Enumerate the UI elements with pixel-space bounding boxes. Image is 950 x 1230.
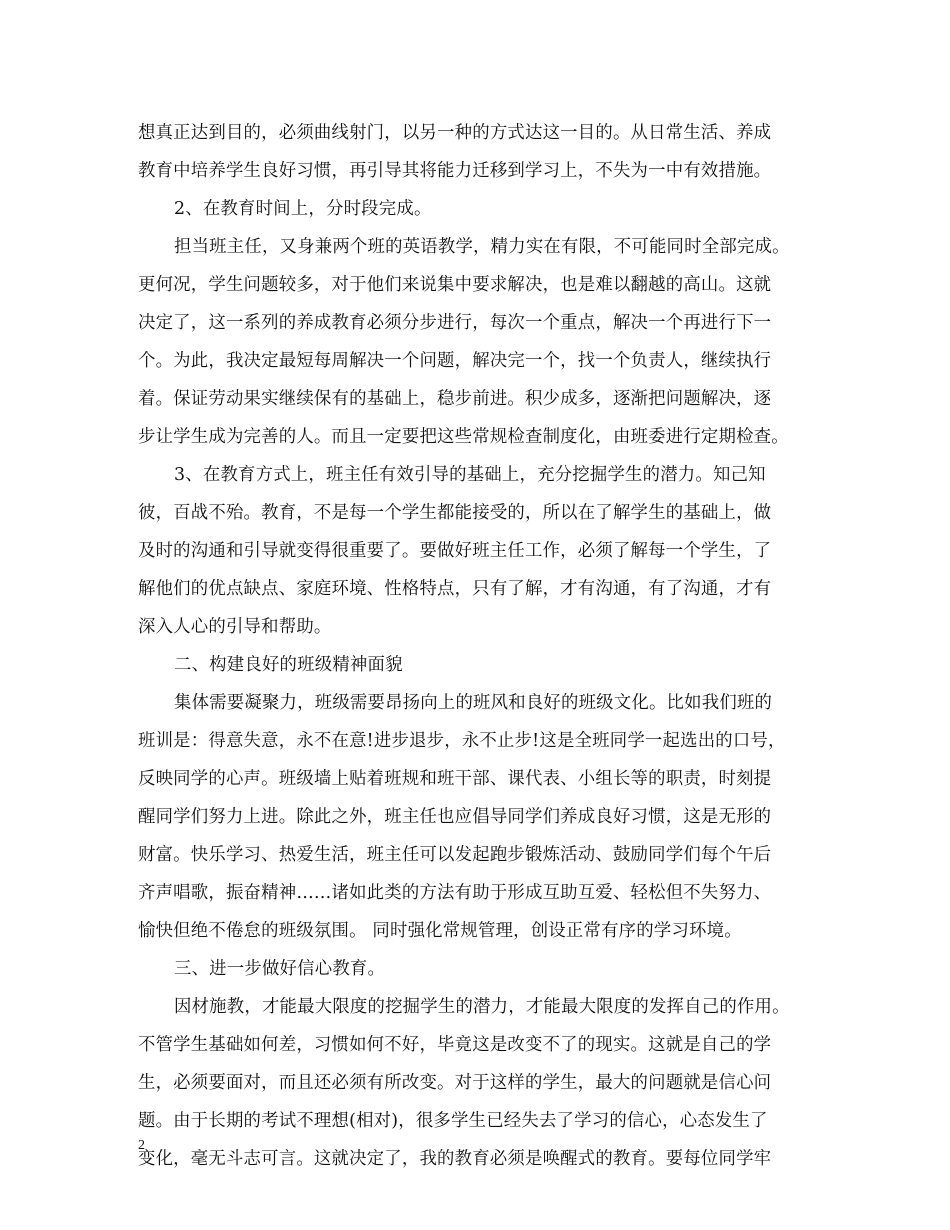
text-line: 深入人心的引导和帮助。 [138, 617, 332, 637]
text-line: 担当班主任，又身兼两个班的英语教学，精力实在有限，不可能同时全部完成。 [174, 237, 790, 257]
text-line: 着。保证劳动果实继续保有的基础上，稳步前进。积少成多，逐渐把问题解决，逐 [138, 389, 772, 409]
body-text [138, 114, 818, 1178]
text-line: 因材施教，才能最大限度的挖掘学生的潜力，才能最大限度的发挥自己的作用。 [174, 997, 790, 1017]
text-line: 决定了，这一系列的养成教育必须分步进行，每次一个重点，解决一个再进行下一 [138, 313, 772, 333]
text-line: 变化，毫无斗志可言。这就决定了，我的教育必须是唤醒式的教育。要每位同学牢 [138, 1149, 772, 1169]
text-line: 及时的沟通和引导就变得很重要了。要做好班主任工作，必须了解每一个学生，了 [138, 541, 772, 561]
text-line: 集体需要凝聚力，班级需要昂扬向上的班风和良好的班级文化。比如我们班的 [174, 693, 773, 713]
text-line: 个。为此，我决定最短每周解决一个问题，解决完一个，找一个负责人，继续执行 [138, 351, 772, 371]
text-line: 生，必须要面对，而且还必须有所改变。对于这样的学生，最大的问题就是信心问 [138, 1073, 772, 1093]
text-line: 想真正达到目的，必须曲线射门，以另一种的方式达这一目的。从日常生活、养成 [138, 123, 772, 143]
section-heading: 三、进一步做好信心教育。 [174, 959, 386, 979]
text-line: 财富。快乐学习、热爱生活，班主任可以发起跑步锻炼活动、鼓励同学们每个午后 [138, 845, 772, 865]
text-line: 彼，百战不殆。教育，不是每一个学生都能接受的，所以在了解学生的基础上，做 [138, 503, 772, 523]
numbered-heading: 3、在教育方式上，班主任有效引导的基础上，充分挖掘学生的潜力。知己知 [174, 465, 766, 485]
numbered-heading: 2、在教育时间上，分时段完成。 [174, 199, 432, 219]
section-heading: 二、构建良好的班级精神面貌 [174, 655, 403, 675]
text-line: 班训是：得意失意，永不在意!进步退步，永不止步!这是全班同学一起选出的口号， [138, 731, 786, 751]
text-line: 解他们的优点缺点、家庭环境、性格特点，只有了解，才有沟通，有了沟通，才有 [138, 579, 772, 599]
text-line: 愉快但绝不倦怠的班级氛围。 同时强化常规管理，创设正常有序的学习环境。 [138, 921, 742, 941]
text-line: 齐声唱歌，振奋精神……诸如此类的方法有助于形成互助互爱、轻松但不失努力、 [138, 883, 772, 903]
text-line: 醒同学们努力上进。除此之外，班主任也应倡导同学们养成良好习惯，这是无形的 [138, 807, 772, 827]
text-line: 更何况，学生问题较多，对于他们来说集中要求解决，也是难以翻越的高山。这就 [138, 275, 772, 295]
text-line: 步让学生成为完善的人。而且一定要把这些常规检查制度化，由班委进行定期检查。 [138, 427, 789, 447]
page-number: 2 [138, 1138, 145, 1153]
text-line: 不管学生基础如何差，习惯如何不好，毕竟这是改变不了的现实。这就是自己的学 [138, 1035, 772, 1055]
text-line: 题。由于长期的考试不理想(相对)，很多学生已经失去了学习的信心，心态发生了 [138, 1111, 768, 1131]
text-line: 反映同学的心声。班级墙上贴着班规和班干部、课代表、小组长等的职责，时刻提 [138, 769, 772, 789]
text-line: 教育中培养学生良好习惯，再引导其将能力迁移到学习上，不失为一中有效措施。 [138, 161, 772, 181]
